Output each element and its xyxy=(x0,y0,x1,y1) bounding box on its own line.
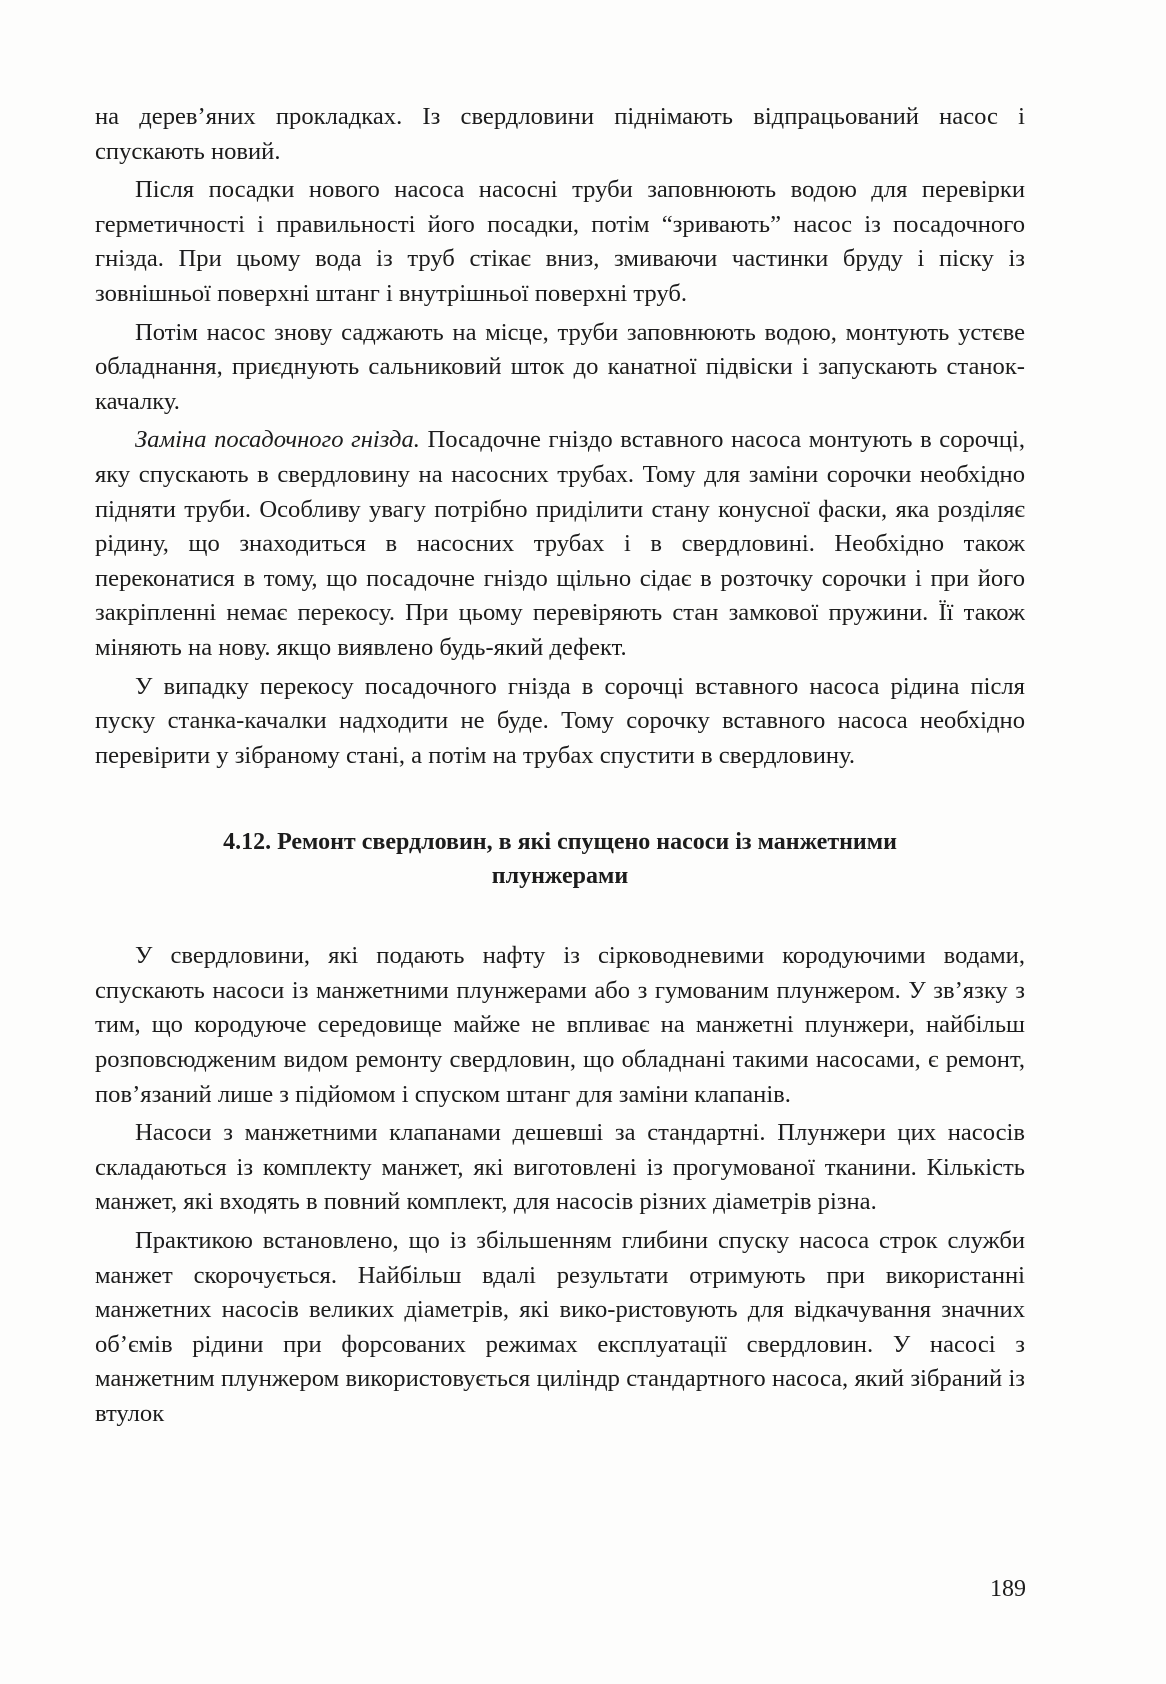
paragraph xyxy=(95,423,1025,665)
page-body xyxy=(95,100,1025,1436)
paragraph-text: на дерев’яних прокладках. Із свердловини піднімають відпрацьований насос і спускають новий. xyxy=(95,103,1025,165)
paragraph-italic-lead: Заміна посадочного гнізда. xyxy=(135,426,420,454)
page-number: 189 xyxy=(990,1576,1026,1602)
section-heading: 4.12. Ремонт свердловин, в які спущено насоси із манжетними плунжерами xyxy=(223,829,897,890)
paragraph-text: У свердловини, які подають нафту із сірководневими кородуючими водами, спускають насоси із манжетними плунжерами або з гумованим плунжером. У зв’язку з тим, що кородуюче середовище майже не впливає на манжетні плунжери, найбільш розповсюдженим видом ремонту свердловин, що обладнані такими насосами, є ремонт, пов’язаний лише з підйомом і спуском штанг для заміни клапанів. xyxy=(95,942,1025,1108)
paragraph xyxy=(95,173,1025,311)
paragraph-text: Насоси з манжетними клапанами дешевші за стандартні. Плунжери цих насосів складаються із комплекту манжет, які виготовлені із прогумованої тканини. Кількість манжет, які входять в повний комплект, для насосів різних діаметрів різна. xyxy=(95,1119,1025,1216)
paragraph-text: Після посадки нового насоса насосні труби заповнюють водою для перевірки герметичності і правильності його посадки, потім “зривають” насос із посадочного гнізда. При цьому вода із труб стікає вниз, змиваючи частинки бруду і піску із зовнішньої поверхні штанг і внутрішньої поверхні труб. xyxy=(95,176,1025,307)
paragraph xyxy=(95,1224,1025,1432)
paragraph xyxy=(95,316,1025,420)
paragraph-text: Посадочне гніздо вставного насоса монтують в сорочці, яку спускають в свердловину на насосних трубах. Тому для заміни сорочки необхідно підняти труби. Особливу увагу потрібно приділити стану конусної фаски, яка розділяє рідину, що знаходиться в насосних трубах і в свердловині. Необхідно також переконатися в тому, що посадочне гніздо щільно сідає в розточку сорочки і при його закріпленні немає перекосу. При цьому перевіряють стан замкової пружини. Її також міняють на нову. якщо виявлено будь-який дефект. xyxy=(95,426,1025,661)
paragraph xyxy=(95,670,1025,774)
paragraph xyxy=(95,939,1025,1112)
paragraph-text: У випадку перекосу посадочного гнізда в сорочці вставного насоса рідина після пуску станка-качалки надходити не буде. Тому сорочку вставного насоса необхідно перевірити у зібраному стані, а потім на трубах спустити в свердловину. xyxy=(95,672,1025,769)
paragraph xyxy=(95,1116,1025,1220)
paragraph-continuation xyxy=(95,100,1025,169)
paragraph-text: Потім насос знову саджають на місце, труби заповнюють водою, монтують устєве обладнання, приєднують сальниковий шток до канатної підвіски і запускають станок- качалку. xyxy=(95,318,1025,415)
paragraph-text: Практикою встановлено, що із збільшенням глибини спуску насоса строк служби манжет скорочується. Найбільш вдалі результати отримують при використанні манжетних насосів великих діаметрів, які вико-ристовують для відкачування значних об’ємів рідини при форсованих режимах експлуатації свердловин. У насосі з манжетним плунжером використовується циліндр стандартного насоса, який зібраний із втулок xyxy=(95,1227,1025,1427)
